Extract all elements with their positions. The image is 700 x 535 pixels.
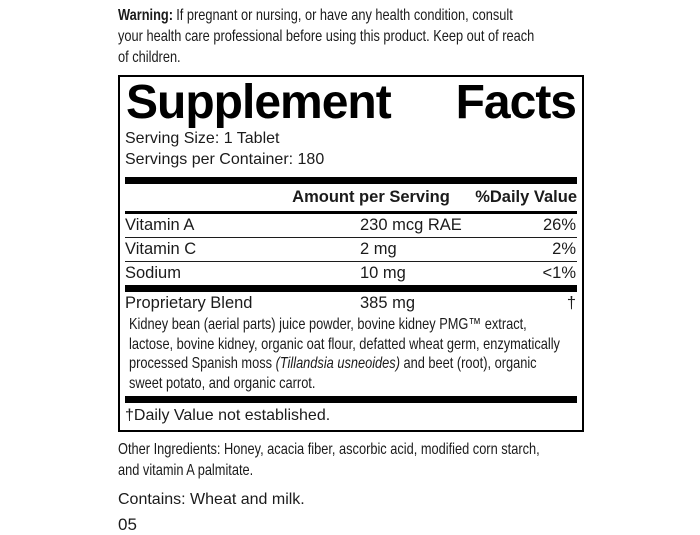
blend-line-3-pre: processed Spanish moss [129,355,276,372]
nutrient-name: Vitamin C [125,240,197,258]
blend-description-line-3 [129,354,537,374]
other-ingredients [118,439,540,481]
serving-info [125,128,577,170]
supplement-facts-panel [118,75,584,432]
panel-title-word-2: Facts [455,76,576,129]
blend-line-3-post: and beet (root), organic [399,355,537,372]
warning-line-1 [118,5,513,26]
nutrient-daily-value: 2% [552,240,576,258]
panel-title [125,76,577,129]
table-row [125,238,577,260]
warning-label: Warning: [118,7,173,24]
daily-value-footnote: †Daily Value not established. [125,407,331,424]
table-row [125,214,577,236]
divider-thick-top [125,177,577,184]
nutrient-daily-value: 26% [542,216,576,234]
warning-line-2: your health care professional before using this product. Keep out of reach [118,28,535,45]
divider-thick-middle [125,285,577,292]
lot-code: 05 [118,515,137,534]
table-row [125,262,577,284]
warning-text [118,5,535,68]
blend-latin-name: (Tillandsia usneoides) [275,355,400,372]
proprietary-blend-row [125,292,577,314]
servings-per-container: Servings per Container: 180 [125,151,325,168]
other-ingredients-line-2: and vitamin A palmitate. [118,462,254,479]
other-ingredients-line-1: Other Ingredients: Honey, acacia fiber, ascorbic acid, modified corn starch, [118,441,540,458]
blend-name: Proprietary Blend [125,294,253,312]
blend-description-line-2: lactose, bovine kidney, organic oat flour, defatted wheat germ, enzymatically [129,335,560,353]
warning-line-3: of children. [118,49,181,66]
table-header-row [125,184,577,211]
warning-line-1-text: If pregnant or nursing, or have any health condition, consult [176,7,513,24]
nutrient-daily-value: <1% [542,264,576,282]
blend-description [125,315,560,393]
nutrient-amount: 10 mg [360,264,406,282]
blend-daily-value-dagger: † [566,294,576,312]
nutrient-name: Sodium [125,264,181,282]
blend-description-line-1: Kidney bean (aerial parts) juice powder, bovine kidney PMG™ extract, [129,316,527,333]
panel-title-word-1: Supplement [126,76,391,129]
label-sheet [118,0,584,535]
serving-size: Serving Size: 1 Tablet [125,130,280,147]
nutrient-amount: 2 mg [360,240,397,258]
allergen-statement: Contains: Wheat and milk. [118,491,305,508]
nutrient-name: Vitamin A [125,216,195,234]
blend-description-line-4: sweet potato, and organic carrot. [129,374,316,392]
column-header-daily-value: %Daily Value [475,188,577,206]
nutrient-amount: 230 mcg RAE [360,216,462,234]
blend-amount: 385 mg [360,294,416,312]
divider-thick-bottom [125,396,577,403]
column-header-amount: Amount per Serving [292,188,450,206]
